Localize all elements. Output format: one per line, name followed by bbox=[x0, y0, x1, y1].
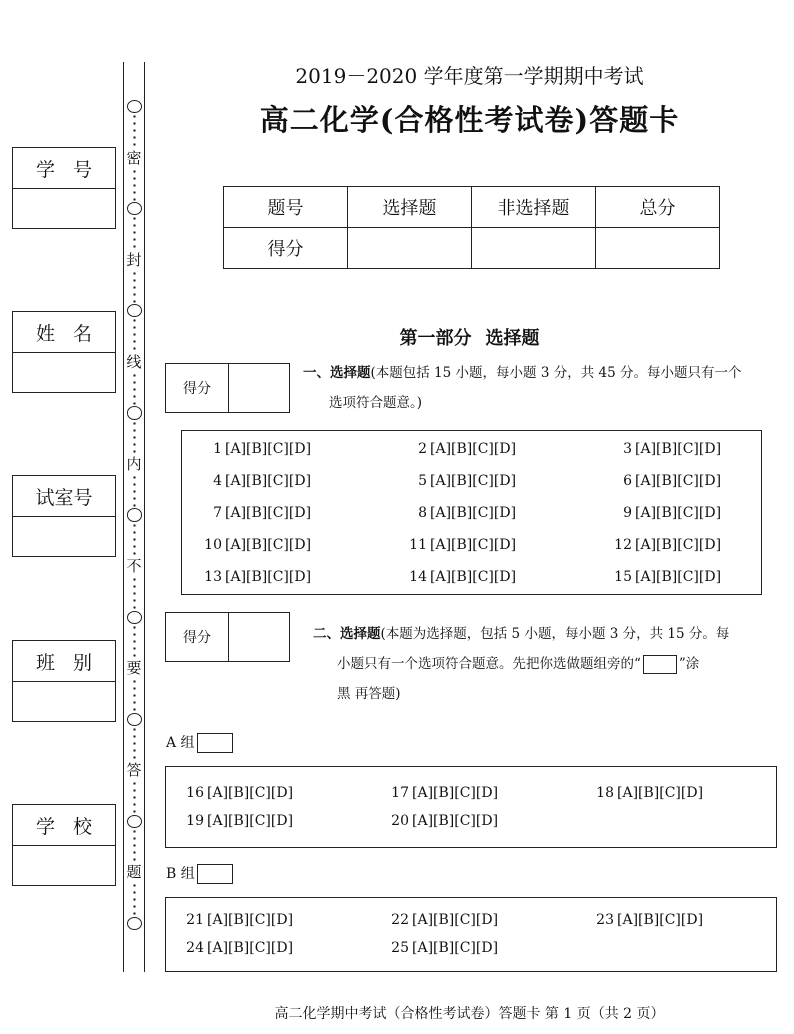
answer-item[interactable] bbox=[391, 785, 498, 801]
score-table bbox=[223, 186, 720, 269]
question-number: 25 bbox=[391, 940, 409, 956]
choice-options[interactable]: [A][B][C][D] bbox=[225, 441, 312, 457]
name-label: 姓 名 bbox=[13, 312, 115, 353]
score-header-cell: 非选择题 bbox=[472, 187, 596, 228]
answer-item[interactable] bbox=[391, 940, 498, 956]
school-label: 学 校 bbox=[13, 805, 115, 846]
section1-score-box bbox=[165, 363, 290, 413]
choice-options[interactable]: [A][B][C][D] bbox=[430, 569, 517, 585]
student-id-field[interactable] bbox=[13, 189, 115, 229]
answer-item[interactable] bbox=[602, 569, 721, 585]
question-number: 24 bbox=[186, 940, 204, 956]
choice-options[interactable]: [A][B][C][D] bbox=[225, 473, 312, 489]
exam-room-field[interactable] bbox=[13, 517, 115, 557]
answer-item[interactable] bbox=[192, 473, 311, 489]
group-b-label: B 组 bbox=[166, 863, 233, 884]
score-box-label: 得分 bbox=[166, 364, 229, 412]
choice-options[interactable]: [A][B][C][D] bbox=[225, 537, 312, 553]
class-label: 班 别 bbox=[13, 641, 115, 682]
score-header-cell: 总分 bbox=[596, 187, 720, 228]
question-number: 14 bbox=[409, 569, 427, 585]
class-box bbox=[12, 640, 116, 722]
choice-options[interactable]: [A][B][C][D] bbox=[430, 537, 517, 553]
seal-circle-icon bbox=[127, 100, 142, 113]
section1-instructions: 一、选择题(本题包括 15 小题，每小题 3 分，共 45 分。每小题只有一个 选项符合题意。) bbox=[303, 365, 742, 411]
choice-options[interactable]: [A][B][C][D] bbox=[617, 912, 704, 928]
answer-item[interactable] bbox=[186, 940, 293, 956]
page-footer: 高二化学期中考试（合格性考试卷）答题卡 第 1 页（共 2 页） bbox=[274, 1006, 665, 1022]
seal-circle-icon bbox=[127, 917, 142, 930]
choice-options[interactable]: [A][B][C][D] bbox=[430, 505, 517, 521]
choice-options[interactable]: [A][B][C][D] bbox=[617, 785, 704, 801]
seal-char: 答 bbox=[126, 761, 142, 780]
name-field[interactable] bbox=[13, 353, 115, 393]
group-a-label: A 组 bbox=[166, 732, 233, 753]
section2-instructions: 二、选择题(本题为选择题，包括 5 小题，每小题 3 分，共 15 分。每 小题只有一个选项符合题意。先把你选做题组旁的“ ”涂 黑 再答题) bbox=[313, 626, 730, 702]
question-number: 11 bbox=[409, 537, 427, 553]
score-header-cell: 题号 bbox=[224, 187, 348, 228]
seal-char: 不 bbox=[126, 557, 142, 576]
answer-item[interactable] bbox=[602, 473, 721, 489]
score-box-label: 得分 bbox=[166, 613, 229, 661]
question-number: 6 bbox=[623, 473, 632, 489]
choice-options[interactable]: [A][B][C][D] bbox=[207, 912, 294, 928]
choice-options[interactable]: [A][B][C][D] bbox=[225, 505, 312, 521]
answer-item[interactable] bbox=[397, 505, 516, 521]
choice-options[interactable]: [A][B][C][D] bbox=[412, 940, 499, 956]
exam-room-box bbox=[12, 475, 116, 557]
question-number: 8 bbox=[418, 505, 427, 521]
choice-options[interactable]: [A][B][C][D] bbox=[207, 813, 294, 829]
question-number: 3 bbox=[623, 441, 632, 457]
question-number: 10 bbox=[204, 537, 222, 553]
answer-item[interactable] bbox=[186, 912, 293, 928]
seal-circle-icon bbox=[127, 406, 142, 419]
seal-char: 题 bbox=[126, 863, 142, 882]
seal-circle-icon bbox=[127, 508, 142, 521]
question-number: 22 bbox=[391, 912, 409, 928]
question-number: 2 bbox=[418, 441, 427, 457]
section2-score-field[interactable] bbox=[229, 613, 289, 661]
choice-options[interactable]: [A][B][C][D] bbox=[207, 940, 294, 956]
question-number: 16 bbox=[186, 785, 204, 801]
seal-char: 要 bbox=[126, 659, 142, 678]
question-number: 13 bbox=[204, 569, 222, 585]
answer-item[interactable] bbox=[192, 537, 311, 553]
choice-options[interactable]: [A][B][C][D] bbox=[412, 813, 499, 829]
seal-circle-icon bbox=[127, 611, 142, 624]
choice-options[interactable]: [A][B][C][D] bbox=[412, 785, 499, 801]
seal-circle-icon bbox=[127, 815, 142, 828]
section2-score-box bbox=[165, 612, 290, 662]
answer-item[interactable] bbox=[391, 912, 498, 928]
answer-item[interactable] bbox=[397, 473, 516, 489]
school-field[interactable] bbox=[13, 846, 115, 886]
choice-options[interactable]: [A][B][C][D] bbox=[430, 473, 517, 489]
score-cell-nonchoice[interactable] bbox=[472, 228, 596, 269]
choice-options[interactable]: [A][B][C][D] bbox=[635, 473, 722, 489]
answer-item[interactable] bbox=[186, 813, 293, 829]
student-id-label: 学 号 bbox=[13, 148, 115, 189]
question-number: 1 bbox=[213, 441, 222, 457]
exam-room-label: 试室号 bbox=[13, 476, 115, 517]
choice-options[interactable]: [A][B][C][D] bbox=[225, 569, 312, 585]
answer-item[interactable] bbox=[397, 537, 516, 553]
question-number: 23 bbox=[596, 912, 614, 928]
group-b-mark-box[interactable] bbox=[197, 864, 233, 884]
choice-options[interactable]: [A][B][C][D] bbox=[430, 441, 517, 457]
question-number: 18 bbox=[596, 785, 614, 801]
choice-options[interactable]: [A][B][C][D] bbox=[635, 537, 722, 553]
score-header-cell: 选择题 bbox=[348, 187, 472, 228]
student-id-box bbox=[12, 147, 116, 229]
question-number: 7 bbox=[213, 505, 222, 521]
question-number: 20 bbox=[391, 813, 409, 829]
score-row-label: 得分 bbox=[224, 228, 348, 269]
answer-item[interactable] bbox=[397, 441, 516, 457]
answer-item[interactable] bbox=[192, 505, 311, 521]
seal-char: 密 bbox=[126, 148, 142, 167]
page-title: 高二化学(合格性考试卷)答题卡 bbox=[259, 103, 680, 137]
score-cell-choice[interactable] bbox=[348, 228, 472, 269]
question-number: 5 bbox=[418, 473, 427, 489]
question-number: 19 bbox=[186, 813, 204, 829]
question-number: 15 bbox=[614, 569, 632, 585]
seal-char: 封 bbox=[126, 250, 142, 269]
answer-item[interactable] bbox=[192, 569, 311, 585]
name-box bbox=[12, 311, 116, 393]
seal-strip bbox=[123, 100, 145, 930]
score-cell-total[interactable] bbox=[596, 228, 720, 269]
seal-char: 线 bbox=[126, 352, 142, 371]
seal-char: 内 bbox=[126, 454, 142, 473]
group-a-mark-box[interactable] bbox=[197, 733, 233, 753]
question-number: 21 bbox=[186, 912, 204, 928]
answer-item[interactable] bbox=[602, 441, 721, 457]
question-number: 4 bbox=[213, 473, 222, 489]
answer-item[interactable] bbox=[391, 813, 498, 829]
part1-title: 第一部分 选择题 bbox=[399, 328, 540, 349]
school-box bbox=[12, 804, 116, 886]
answer-item[interactable] bbox=[596, 785, 703, 801]
question-number: 9 bbox=[623, 505, 632, 521]
class-field[interactable] bbox=[13, 682, 115, 722]
group-b-answer-grid bbox=[165, 897, 777, 972]
answer-item[interactable] bbox=[192, 441, 311, 457]
answer-item[interactable] bbox=[602, 537, 721, 553]
seal-circle-icon bbox=[127, 304, 142, 317]
choice-options[interactable]: [A][B][C][D] bbox=[207, 785, 294, 801]
seal-circle-icon bbox=[127, 713, 142, 726]
choice-options[interactable]: [A][B][C][D] bbox=[412, 912, 499, 928]
exam-subtitle: 2019－2020 学年度第一学期期中考试 bbox=[295, 64, 644, 88]
choice-options[interactable]: [A][B][C][D] bbox=[635, 441, 722, 457]
answer-item[interactable] bbox=[602, 505, 721, 521]
seal-circle-icon bbox=[127, 202, 142, 215]
question-number: 12 bbox=[614, 537, 632, 553]
section1-score-field[interactable] bbox=[229, 364, 289, 412]
choice-options[interactable]: [A][B][C][D] bbox=[635, 569, 722, 585]
choice-options[interactable]: [A][B][C][D] bbox=[635, 505, 722, 521]
answer-item[interactable] bbox=[596, 912, 703, 928]
answer-item[interactable] bbox=[397, 569, 516, 585]
question-number: 17 bbox=[391, 785, 409, 801]
answer-item[interactable] bbox=[186, 785, 293, 801]
group-a-answer-grid bbox=[165, 766, 777, 848]
group-mark-sample-box bbox=[643, 655, 677, 674]
section1-answer-grid bbox=[181, 430, 762, 595]
